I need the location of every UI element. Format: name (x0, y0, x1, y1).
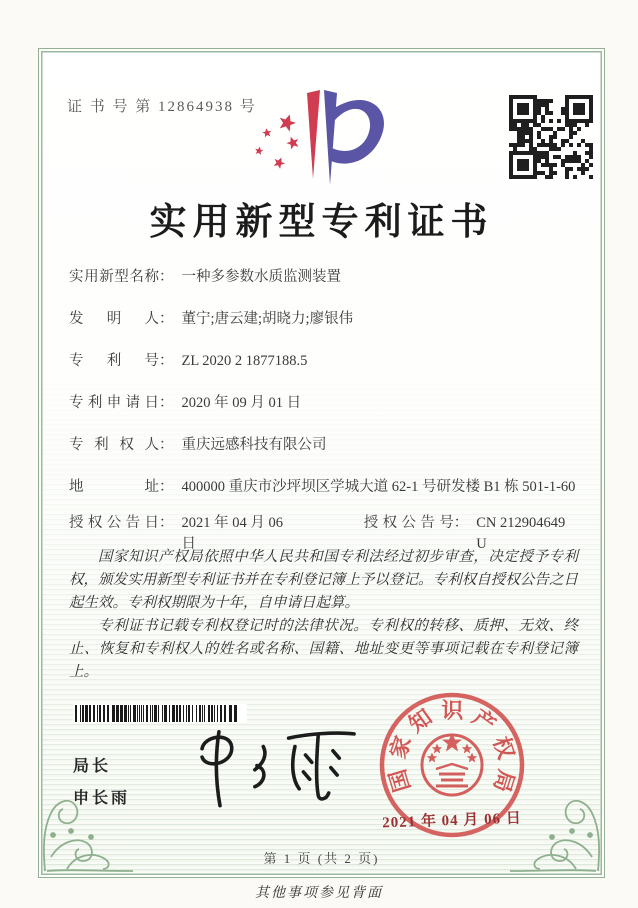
field-colon: ： (453, 515, 469, 531)
fields-block (69, 267, 578, 519)
certificate-sheet (38, 48, 605, 878)
field-value: 董宁;唐云建;胡晓力;廖银伟 (181, 311, 354, 327)
national-emblem-icon (422, 735, 482, 795)
field-patentee (69, 435, 578, 456)
field-value: 400000 重庆市沙坪坝区学城大道 62-1 号研发楼 B1 栋 501-1-60 (181, 479, 576, 495)
field-label: 发明人 (69, 311, 159, 327)
logo-purple-wedge (324, 90, 337, 185)
grant-number-label: 授权公告号 (363, 515, 454, 531)
field-filing-date (69, 393, 578, 414)
signer-name: 申长雨 (73, 790, 131, 807)
grant-date-label: 授权公告日 (69, 515, 159, 531)
signature-icon (187, 717, 367, 812)
field-label: 专利申请日 (69, 395, 159, 411)
field-value: 2020 年 09 月 01 日 (181, 395, 302, 411)
grant-number-value: CN 212904649 U (476, 515, 566, 552)
field-inventors (69, 309, 578, 330)
logo-red-wedge (307, 90, 320, 179)
certificate-title: 实用新型专利证书 (149, 202, 494, 243)
field-colon: ： (159, 311, 174, 327)
field-patent-number (69, 351, 578, 372)
field-utility-model-name (69, 267, 578, 288)
qr-code-icon (509, 95, 593, 179)
field-value: 一种多参数水质监测装置 (181, 269, 341, 285)
field-colon: ： (159, 353, 174, 369)
field-colon: ： (159, 269, 174, 285)
field-colon: ： (159, 479, 174, 495)
field-value: ZL 2020 2 1877188.5 (181, 353, 308, 369)
certificate-number: 证 书 号 第 12864938 号 (67, 99, 257, 115)
field-colon: ： (159, 395, 174, 411)
field-colon: ： (159, 515, 174, 531)
legal-text (69, 546, 578, 684)
field-label: 专利号 (69, 353, 159, 369)
field-label: 专利权人 (69, 437, 159, 453)
field-value: 重庆远感科技有限公司 (181, 437, 327, 453)
seal-date: 2021 年 04 月 06 日 (381, 810, 523, 832)
grant-date-value: 2021 年 04 月 06 日 (181, 515, 283, 552)
cnipa-logo-icon (241, 85, 403, 187)
page-number: 第 1 页 (共 2 页) (263, 851, 380, 866)
legal-paragraph-1: 国家知识产权局依照中华人民共和国专利法经过初步审查，决定授予专利权，颁发实用新型专利证书并在专利登记簿上予以登记。专利权自授权公告之日起生效。专利权期限为十年，自申请日起算。 (69, 549, 578, 611)
signer-title: 局长 (73, 758, 112, 775)
field-address (69, 477, 578, 498)
logo-p-bowl (329, 100, 384, 164)
field-label: 地址 (69, 479, 159, 495)
legal-paragraph-2: 专利证书记载专利权登记时的法律状况。专利权的转移、质押、无效、终止、恢复和专利权人的姓名或名称、国籍、地址变更等事项记载在专利登记簿上。 (69, 618, 578, 680)
field-colon: ： (159, 437, 174, 453)
field-label: 实用新型名称 (69, 269, 159, 285)
seal-ring-text: 国家知识产权局 (384, 697, 520, 796)
back-note: 其他事项参见背面 (255, 886, 383, 901)
